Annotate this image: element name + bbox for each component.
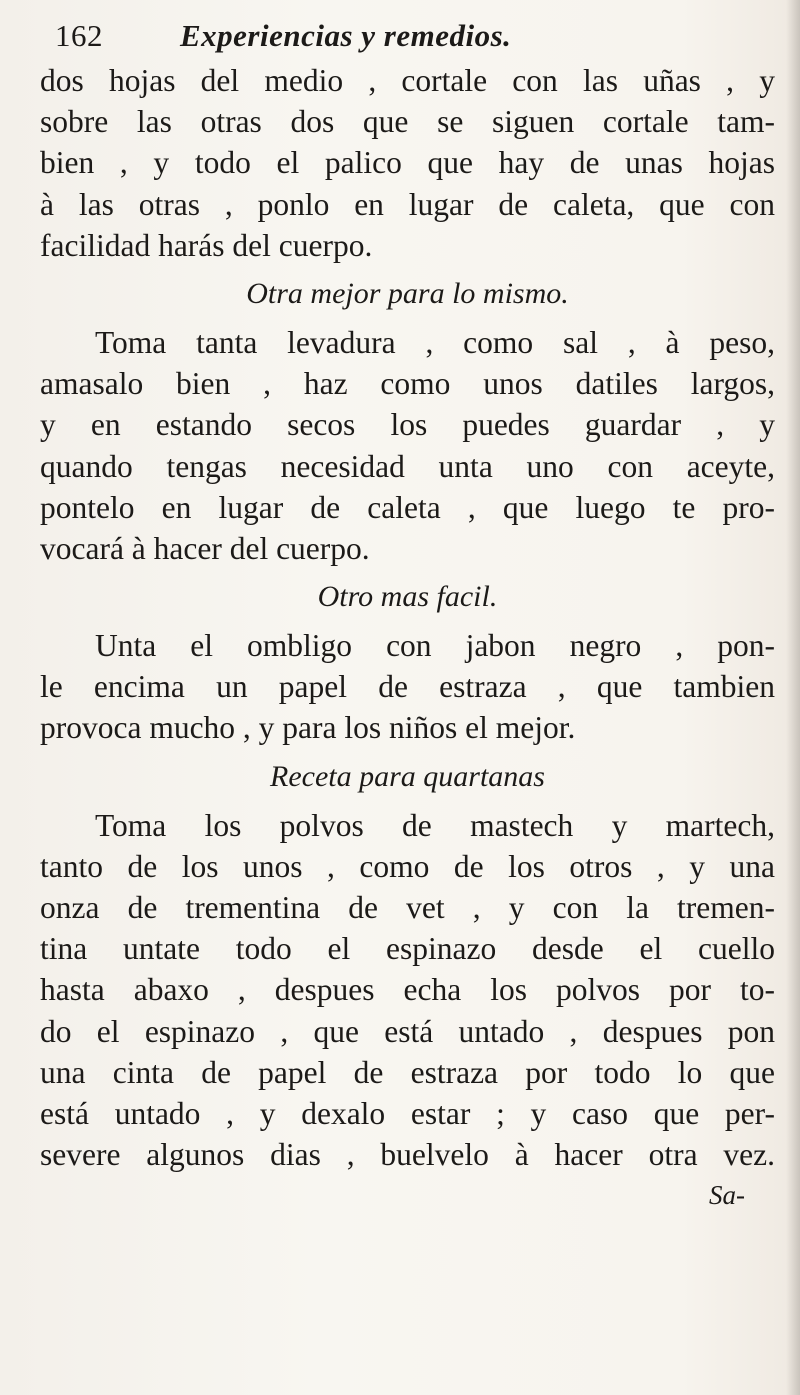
section-title: Receta para quartanas	[270, 759, 545, 793]
text-line: vocará à hacer del cuerpo.	[40, 530, 370, 566]
text-line: una cinta de papel de estraza por todo lo que	[40, 1054, 775, 1090]
text-line: tina untate todo el espinazo desde el cuello	[40, 931, 775, 967]
text-line: quando tengas necesidad unta uno con aceyte,	[40, 448, 775, 484]
text-line: está untado , y dexalo estar ; y caso que per-	[40, 1095, 775, 1131]
text-line: le encima un papel de estraza , que tambien	[40, 669, 775, 705]
running-title: Experiencias y remedios.	[180, 18, 512, 53]
text-line: Unta el ombligo con jabon negro , pon-	[95, 628, 775, 664]
body-text	[40, 60, 775, 1217]
text-line: facilidad harás del cuerpo.	[40, 227, 373, 263]
text-line: à las otras , ponlo en lugar de caleta, que con	[40, 186, 775, 222]
section-title: Otra mejor para lo mismo.	[246, 276, 569, 310]
text-line: Toma los polvos de mastech y martech,	[95, 807, 775, 843]
page-edge-shadow	[786, 0, 800, 1395]
text-line: onza de trementina de vet , y con la tremen-	[40, 890, 775, 925]
text-line: provoca mucho , y para los niños el mejor.	[40, 710, 576, 746]
text-line: pontelo en lugar de caleta , que luego te pro-	[40, 489, 775, 525]
section-title: Otro mas facil.	[317, 580, 498, 614]
text-line: tanto de los unos , como de los otros , y una	[40, 848, 775, 884]
text-line: Toma tanta levadura , como sal , à peso,	[95, 324, 775, 360]
text-line: sobre las otras dos que se siguen cortale tam-	[40, 104, 775, 140]
text-line: severe algunos dias , buelvelo à hacer otra vez.	[40, 1137, 775, 1173]
text-line: y en estando secos los puedes guardar , y	[40, 407, 775, 443]
text-line: bien , y todo el palico que hay de unas hojas	[40, 145, 775, 181]
text-line: do el espinazo , que está untado , despues pon	[40, 1013, 775, 1049]
text-line: hasta abaxo , despues echa los polvos por to-	[40, 972, 775, 1008]
page-header	[55, 18, 775, 58]
text-line: dos hojas del medio , cortale con las uñas , y	[40, 63, 775, 98]
page-number: 162	[55, 18, 103, 53]
text-line: amasalo bien , haz como unos datiles largos,	[40, 366, 775, 402]
catchword: Sa-	[709, 1180, 745, 1211]
